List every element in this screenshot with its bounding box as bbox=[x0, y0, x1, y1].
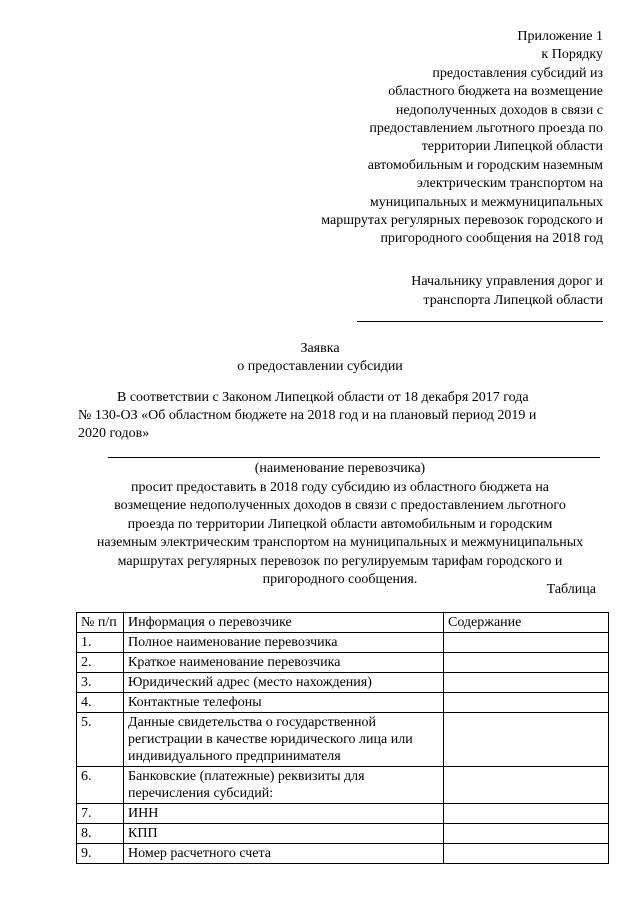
table-row bbox=[77, 804, 609, 824]
appendix-line: предоставления субсидий из bbox=[432, 65, 603, 81]
row-info: КПП bbox=[124, 824, 444, 844]
row-info: Контактные телефоны bbox=[124, 693, 444, 713]
appendix-line: маршрутах регулярных перевозок городского и bbox=[321, 213, 603, 229]
row-content-cell[interactable] bbox=[444, 767, 609, 804]
table-row bbox=[77, 767, 609, 804]
request-line: наземным электрическим транспортом на муниципальных и межмуниципальных bbox=[96, 535, 584, 550]
appendix-block bbox=[321, 28, 603, 249]
row-info: Данные свидетельства о государственной регистрации в качестве юридического лица или индивидуального предпринимателя bbox=[124, 713, 444, 767]
appendix-line: областного бюджета на возмещение bbox=[388, 84, 603, 100]
addressee-line: Начальнику управления дорог и bbox=[411, 274, 603, 289]
row-number: 4. bbox=[77, 693, 124, 713]
table-row bbox=[77, 653, 609, 673]
row-content-cell[interactable] bbox=[444, 844, 609, 864]
row-info: Банковские (платежные) реквизиты для перечисления субсидий: bbox=[124, 767, 444, 804]
intro-line: 2020 годов» bbox=[78, 426, 150, 441]
appendix-line: пригородного сообщения на 2018 год bbox=[380, 231, 603, 247]
intro-line: № 130-ОЗ «Об областном бюджете на 2018 год и на плановый период 2019 и bbox=[78, 408, 537, 423]
column-header-content: Содержание bbox=[444, 613, 609, 633]
request-line: маршрутах регулярных перевозок по регулируемым тарифам городского и bbox=[117, 553, 563, 569]
appendix-line: предоставлением льготного проезда по bbox=[369, 121, 603, 137]
row-info: Юридический адрес (место нахождения) bbox=[124, 673, 444, 693]
row-content-cell[interactable] bbox=[444, 653, 609, 673]
appendix-line: территории Липецкой области bbox=[421, 139, 603, 155]
appendix-line: муниципальных и межмуниципальных bbox=[369, 194, 603, 210]
appendix-line: недополученных доходов в связи с bbox=[395, 102, 603, 118]
addressee-line: транспорта Липецкой области bbox=[423, 293, 603, 308]
carrier-name-caption: (наименование перевозчика) bbox=[254, 461, 426, 476]
column-header-info: Информация о перевозчике bbox=[124, 613, 444, 633]
document-subtitle: о предоставлении субсидии bbox=[237, 359, 403, 374]
row-number: 2. bbox=[77, 653, 124, 673]
row-info: Номер расчетного счета bbox=[124, 844, 444, 864]
addressee-block bbox=[411, 272, 603, 310]
addressee-signature-line bbox=[357, 321, 603, 322]
request-line: возмещение недополученных доходов в связи с предоставлением льготного bbox=[114, 498, 566, 513]
row-content-cell[interactable] bbox=[444, 633, 609, 653]
row-content-cell[interactable] bbox=[444, 693, 609, 713]
row-info: ИНН bbox=[124, 804, 444, 824]
appendix-line: электрическим транспортом на bbox=[416, 176, 603, 192]
row-number: 5. bbox=[77, 713, 124, 767]
row-info: Краткое наименование перевозчика bbox=[124, 653, 444, 673]
document-title: Заявка bbox=[300, 341, 340, 356]
request-line: пригородного сообщения. bbox=[262, 572, 418, 587]
column-header-number: № п/п bbox=[77, 613, 124, 633]
intro-line: В соответствии с Законом Липецкой области от 18 декабря 2017 года bbox=[117, 390, 529, 405]
request-block bbox=[80, 460, 600, 590]
table-row bbox=[77, 693, 609, 713]
request-line: просит предоставить в 2018 году субсидию из областного бюджета на bbox=[130, 479, 550, 495]
table-row bbox=[77, 844, 609, 864]
row-number: 8. bbox=[77, 824, 124, 844]
table-row bbox=[77, 673, 609, 693]
row-number: 1. bbox=[77, 633, 124, 653]
appendix-line: к Порядку bbox=[541, 47, 603, 63]
row-number: 7. bbox=[77, 804, 124, 824]
table-row bbox=[77, 713, 609, 767]
row-info: Полное наименование перевозчика bbox=[124, 633, 444, 653]
table-row bbox=[77, 633, 609, 653]
row-content-cell[interactable] bbox=[444, 713, 609, 767]
row-number: 6. bbox=[77, 767, 124, 804]
row-number: 9. bbox=[77, 844, 124, 864]
appendix-line: автомобильным и городским наземным bbox=[367, 157, 603, 173]
row-content-cell[interactable] bbox=[444, 804, 609, 824]
carrier-info-table bbox=[76, 612, 609, 864]
appendix-line: Приложение 1 bbox=[517, 29, 603, 44]
request-line: проезда по территории Липецкой области автомобильным и городским bbox=[127, 516, 553, 532]
table-row bbox=[77, 824, 609, 844]
row-number: 3. bbox=[77, 673, 124, 693]
row-content-cell[interactable] bbox=[444, 824, 609, 844]
carrier-name-line bbox=[108, 457, 600, 458]
table-header-row bbox=[77, 613, 609, 633]
row-content-cell[interactable] bbox=[444, 673, 609, 693]
table-label: Таблица bbox=[546, 582, 596, 597]
